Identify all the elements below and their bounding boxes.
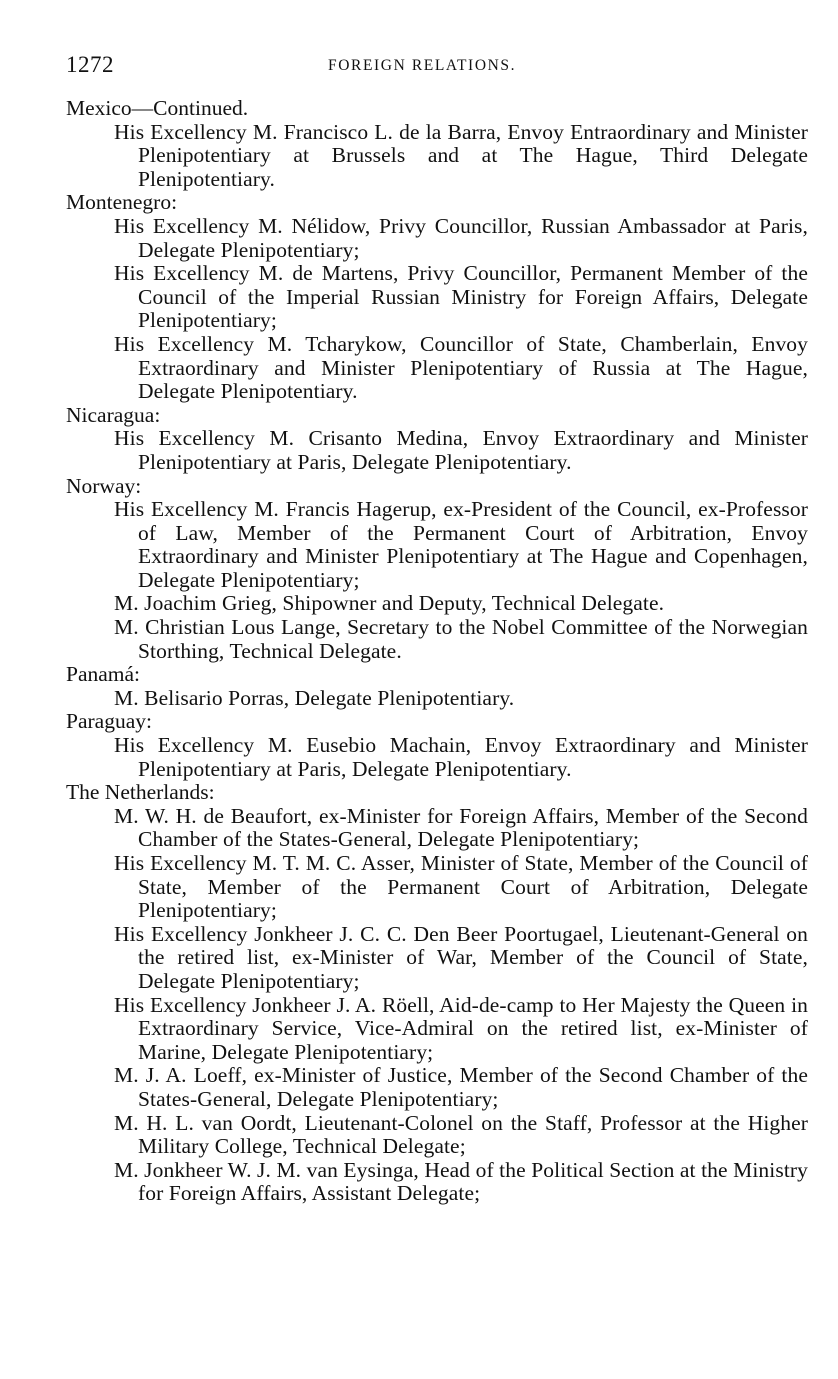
delegate-list xyxy=(66,97,808,1206)
delegate-entry: His Excellency M. Nélidow, Privy Councillor, Russian Ambassador at Paris, Delegate Plenipotentiary; xyxy=(114,213,808,262)
country-heading-netherlands: The Netherlands: xyxy=(66,780,215,805)
delegate-entry: M. W. H. de Beaufort, ex-Minister for Foreign Affairs, Member of the Second Chamber of the States-General, Delegate Plenipotentiary; xyxy=(114,803,808,852)
running-head: FOREIGN RELATIONS. xyxy=(328,57,517,74)
delegate-entry: His Excellency M. Francisco L. de la Barra, Envoy Entraordinary and Minister Plenipotentiary at Brussels and at The Hague, Third Delegate Plenipotentiary. xyxy=(114,119,808,191)
delegate-entry: M. Belisario Porras, Delegate Plenipotentiary. xyxy=(114,685,515,710)
delegate-entry: His Excellency M. Eusebio Machain, Envoy Extraordinary and Minister Plenipotentiary at Paris, Delegate Plenipotentiary. xyxy=(114,733,808,781)
delegate-entry: His Excellency M. Crisanto Medina, Envoy Extraordinary and Minister Plenipotentiary at Paris, Delegate Plenipotentiary. xyxy=(114,426,808,474)
page-number: 1272 xyxy=(66,52,114,77)
delegate-entry: His Excellency M. T. M. C. Asser, Minister of State, Member of the Council of State, Member of the Permanent Court of Arbitration, Delegate Plenipotentiary; xyxy=(114,851,808,923)
delegate-entry: M. Christian Lous Lange, Secretary to the Nobel Committee of the Norwegian Storthing, Technical Delegate. xyxy=(114,615,808,663)
delegate-entry: His Excellency M. Francis Hagerup, ex-President of the Council, ex-Professor of Law, Member of the Permanent Court of Arbitration, Envoy Extraordinary and Minister Plenipotentiary at The Hague and Copenhagen, Delegate Plenipotentiary; xyxy=(114,497,808,592)
country-heading-montenegro: Montenegro: xyxy=(66,190,178,215)
country-heading-paraguay: Paraguay: xyxy=(66,709,152,734)
country-heading-nicaragua: Nicaragua: xyxy=(66,402,161,427)
delegate-entry: M. Joachim Grieg, Shipowner and Deputy, Technical Delegate. xyxy=(114,591,665,616)
page-header xyxy=(66,52,810,82)
delegate-entry: M. J. A. Loeff, ex-Minister of Justice, Member of the Second Chamber of the States-General, Delegate Plenipotentiary; xyxy=(114,1063,808,1111)
delegate-entry: His Excellency Jonkheer J. A. Röell, Aid-de-camp to Her Majesty the Queen in Extraordinary Service, Vice-Admiral on the retired list, ex-Minister of Marine, Delegate Plenipotentiary; xyxy=(114,992,808,1064)
delegate-entry: His Excellency Jonkheer J. C. C. Den Beer Poortugael, Lieutenant-General on the retired list, ex-Minister of War, Member of the Council of State, Delegate Plenipotentiary; xyxy=(114,921,808,993)
country-heading-mexico: Mexico—Continued. xyxy=(66,96,249,120)
delegate-entry: His Excellency M. Tcharykow, Councillor of State, Chamberlain, Envoy Extraordinary and Minister Plenipotentiary of Russia at The Hague, Delegate Plenipotentiary. xyxy=(114,331,808,404)
delegate-entry: M. Jonkheer W. J. M. van Eysinga, Head of the Political Section at the Ministry for Foreign Affairs, Assistant Delegate; xyxy=(114,1157,809,1206)
delegate-entry: M. H. L. van Oordt, Lieutenant-Colonel on the Staff, Professor at the Higher Military College, Technical Delegate; xyxy=(114,1110,808,1159)
delegate-entry: His Excellency M. de Martens, Privy Councillor, Permanent Member of the Council of the Imperial Russian Ministry for Foreign Affairs, Delegate Plenipotentiary; xyxy=(114,261,808,333)
country-heading-norway: Norway: xyxy=(66,473,142,498)
country-heading-panama: Panamá: xyxy=(66,662,141,687)
